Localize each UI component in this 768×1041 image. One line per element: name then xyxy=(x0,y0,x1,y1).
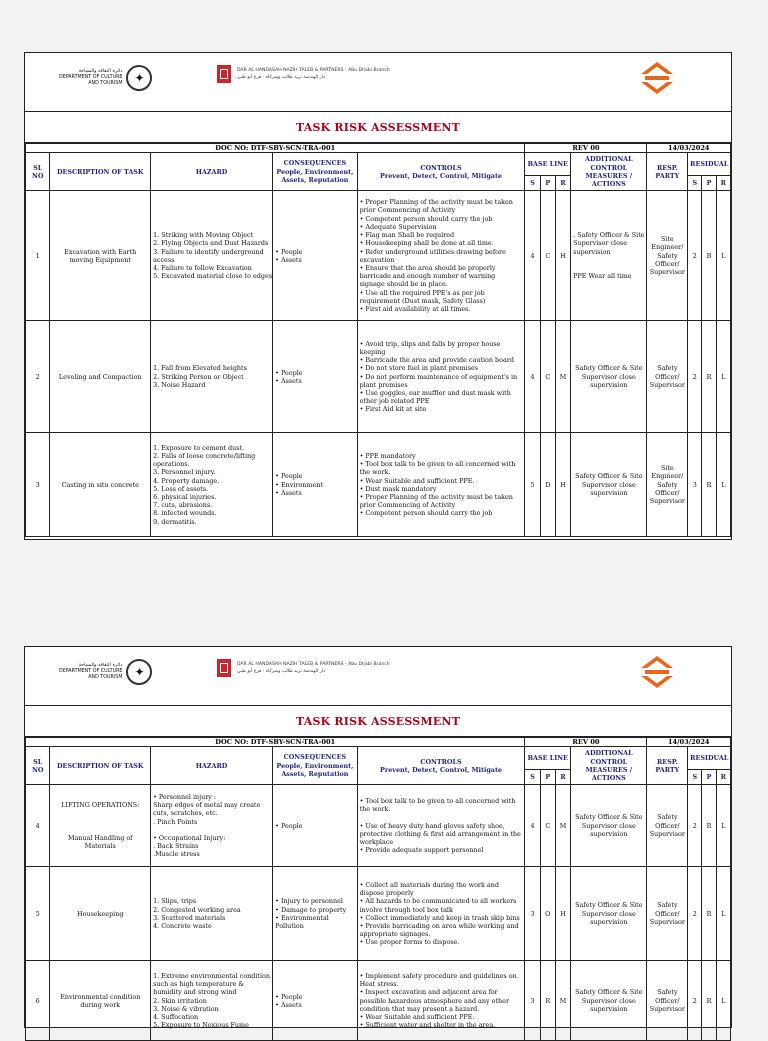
col-residual: RESIDUAL xyxy=(688,153,731,176)
cell-line: supervision xyxy=(590,829,628,838)
cell-line: • Assets xyxy=(275,255,302,264)
baseline-r-cell: M xyxy=(555,961,570,1041)
cell-line: • Provide barricading on area while working and xyxy=(359,921,519,930)
col-description: DESCRIPTION OF TASK xyxy=(50,747,151,785)
cell-line: 8. infected wounds. xyxy=(153,509,217,518)
residual-p-cell: B xyxy=(702,191,716,321)
cell-line: appropriate signages. xyxy=(359,930,431,939)
cell-line: 9. dermatitis. xyxy=(153,517,197,526)
additional-measures-cell xyxy=(571,433,647,537)
culture-logo-text: دائرة الثقافة والسياحة DEPARTMENT OF CULTURE AND TOURISM xyxy=(59,663,123,680)
cell-line: 1. Fall from Elevated heights xyxy=(153,364,247,373)
sl-no-cell: 6 xyxy=(26,961,50,1041)
cell-line: 1. Exposure to cement dust. xyxy=(153,443,245,452)
page-1-rows xyxy=(26,191,731,537)
cell-line: supervision xyxy=(590,380,628,389)
cell-line: • Wear Suitable and sufficient PPE. xyxy=(359,1013,475,1021)
col-hazard: HAZARD xyxy=(151,153,273,191)
cell-line: Safety Officer & Site xyxy=(575,988,643,997)
additional-measures-cell xyxy=(571,785,647,867)
residual-p-cell: R xyxy=(702,321,716,433)
cell-line: Excavation with Earth xyxy=(64,247,137,256)
sl-no-cell: 5 xyxy=(26,867,50,961)
baseline-s-cell: 3 xyxy=(525,867,540,961)
cell-line: Officer/ xyxy=(655,372,680,381)
cell-line: Pollution xyxy=(275,921,304,930)
cell-line xyxy=(52,818,148,826)
baseline-p-cell: R xyxy=(540,961,555,1041)
cell-line: prior Commencing of Activity xyxy=(359,206,456,215)
cell-line: • Barricade the area and provide caution board xyxy=(359,356,514,365)
hazard-cell xyxy=(151,191,273,321)
cell-line xyxy=(52,826,148,834)
doc-info-row xyxy=(26,738,731,747)
controls-cell xyxy=(357,321,525,433)
col-controls: CONTROLS Prevent, Detect, Control, Mitigate xyxy=(357,747,525,785)
baseline-s-cell: 4 xyxy=(525,785,540,867)
resp-party-cell xyxy=(647,785,688,867)
cell-line xyxy=(573,264,644,272)
cell-line xyxy=(52,809,148,817)
cell-line: • Implement safety procedure and guidelines on xyxy=(359,971,517,980)
cell-line xyxy=(573,256,644,264)
col-base-line: BASE LINE xyxy=(525,747,571,770)
cell-line: 3. Noise Hazard xyxy=(153,380,206,389)
col-controls: CONTROLS Prevent, Detect, Control, Mitigate xyxy=(357,153,525,191)
cell-line: Safety Officer & Site xyxy=(575,813,643,822)
residual-s-cell: 2 xyxy=(688,321,702,433)
task-cell xyxy=(50,191,151,321)
cell-line: supervision xyxy=(590,488,628,497)
column-header-row xyxy=(26,153,731,176)
sl-no-cell: 2 xyxy=(26,321,50,433)
residual-s-cell: 2 xyxy=(688,191,702,321)
consequences-cell xyxy=(273,433,357,537)
dar-logo-icon xyxy=(217,659,231,677)
cell-line: Supervisor close xyxy=(573,239,627,248)
cell-line: 5. Exposure to Noxious Fume xyxy=(153,1021,249,1030)
cell-line: • First aid availability at all times. xyxy=(359,304,471,313)
cell-line: Housekeeping xyxy=(77,909,124,918)
cell-line: dispose properly xyxy=(359,889,414,898)
cell-line: • Environmental xyxy=(275,913,329,922)
resp-party-cell xyxy=(647,961,688,1041)
cell-line xyxy=(360,813,523,821)
culture-tourism-logo xyxy=(59,659,152,685)
cell-line: 3. Failure to identify underground xyxy=(153,247,264,256)
cell-line: • Collect immediately and keep in trash skip bins xyxy=(359,913,520,922)
residual-r-cell: L xyxy=(716,961,730,1041)
hazard-cell xyxy=(151,867,273,961)
dar-al-handasah-logo: DAR AL HANDASAH NAZIH TALEB & PARTNERS - Abu Dhabi Branch دار الهندسة نزيه طالب وشركاه - فرع أبو ظبي xyxy=(217,659,390,677)
cell-line: • PPE mandatory xyxy=(359,451,416,460)
consequences-cell xyxy=(273,321,357,433)
consequences-cell xyxy=(273,961,357,1041)
baseline-s-cell: 3 xyxy=(525,961,540,1041)
cell-line: • Avoid trip, slips and falls by proper house xyxy=(359,339,501,348)
cell-line: • All hazards to be communicated to all workers xyxy=(359,897,517,906)
cell-line: 1. Striking with Moving Object xyxy=(153,231,254,240)
sl-no-cell: 3 xyxy=(26,433,50,537)
additional-measures-cell xyxy=(571,961,647,1041)
cell-line: prior Commencing of Activity xyxy=(359,501,456,510)
cell-line: 4. Concrete waste xyxy=(153,921,212,930)
cell-line: • Provide adequate support personnel xyxy=(359,846,484,855)
cell-line: Environmental condition xyxy=(60,992,141,1001)
resp-party-cell xyxy=(647,867,688,961)
sl-no-cell: 4 xyxy=(26,785,50,867)
cell-line: .Muscle stress xyxy=(153,850,200,859)
cell-line: • First Aid kit at site xyxy=(359,405,427,414)
residual-r-cell: L xyxy=(716,433,730,537)
residual-s-cell: 2 xyxy=(688,785,702,867)
cell-line: • Wear Suitable and sufficient PPE. xyxy=(359,476,475,485)
risk-table-page-1 xyxy=(25,143,731,537)
cell-line: 7. cuts, abrasions. xyxy=(153,501,213,510)
cell-line: access xyxy=(153,255,175,264)
cell-line: • Sufficient water and shelter in the area. xyxy=(359,1021,496,1030)
cell-line: keeping xyxy=(359,347,386,356)
revision: REV 00 xyxy=(525,738,647,747)
consequences-cell xyxy=(273,191,357,321)
cell-line: • People xyxy=(275,472,303,481)
cell-line: Manual Handling of xyxy=(67,833,133,842)
consequences-cell xyxy=(273,867,357,961)
baseline-r-cell: H xyxy=(555,191,570,321)
residual-p-cell: R xyxy=(702,785,716,867)
page-header xyxy=(25,647,731,706)
cell-line: . Back Strains xyxy=(153,842,199,851)
additional-measures-cell xyxy=(571,867,647,961)
cell-line: 1. Extreme environmental condition xyxy=(153,971,271,980)
cell-line: condition that may present a hazard. xyxy=(359,1004,480,1013)
cell-line: Safety Officer & Site xyxy=(575,472,643,481)
residual-r-cell: L xyxy=(716,867,730,961)
cell-line: • Use of heavy duty hand gloves safety shoe, xyxy=(359,821,505,830)
cell-line: • Dust mask mandatory xyxy=(359,484,437,493)
cell-line: supervision xyxy=(590,917,628,926)
baseline-r-cell: H xyxy=(555,433,570,537)
cell-line: 1. Slips, trips xyxy=(153,897,197,906)
cell-line: 2. Falls of loose concrete/lifting xyxy=(153,451,256,460)
culture-tourism-logo xyxy=(59,65,152,91)
cell-line: • Assets xyxy=(275,1000,302,1009)
page-2-rows xyxy=(26,785,731,1041)
baseline-p-cell: C xyxy=(540,785,555,867)
cell-line: Engineer/ xyxy=(651,472,684,481)
cell-line: the work. xyxy=(359,805,391,814)
contractor-logo-icon xyxy=(637,58,677,98)
col-sl-no: SL NO xyxy=(26,153,50,191)
baseline-s-cell: 4 xyxy=(525,191,540,321)
cell-line: Engineer/ xyxy=(651,243,684,252)
col-consequences: CONSEQUENCES People, Environment, Assets, Reputation xyxy=(273,747,357,785)
cell-line: such as high temperature & xyxy=(153,980,245,989)
cell-line: • Environment xyxy=(275,480,323,489)
risk-table-page-2 xyxy=(25,737,731,1041)
cell-line: Safety xyxy=(657,364,678,373)
task-cell xyxy=(50,961,151,1041)
cell-line: • Use all the required PPE's as per job xyxy=(359,288,485,297)
doc-info-row xyxy=(26,144,731,153)
cell-line: • Competent person should carry the job xyxy=(359,509,493,518)
cell-line: excavation xyxy=(359,255,395,264)
table-row xyxy=(26,321,731,433)
cell-line: . Pinch Points xyxy=(153,817,198,826)
cell-line: • Use goggles, ear muffler and dust mask with xyxy=(359,389,511,397)
col-additional: ADDITIONAL CONTROL MEASURES / ACTIONS xyxy=(571,747,647,785)
cell-line: • Do not perform maintenance of equipment's in xyxy=(359,372,518,381)
cell-line: 2. Skin irritation xyxy=(153,996,207,1005)
cell-line: • Proper Planning of the activity must be taken xyxy=(359,198,513,207)
resp-party-cell xyxy=(647,321,688,433)
task-cell xyxy=(50,785,151,867)
col-sl-no: SL NO xyxy=(26,747,50,785)
cell-line: Officer/ xyxy=(655,488,680,497)
sub-header-row: S P R S P R xyxy=(26,176,731,191)
dar-al-handasah-logo: DAR AL HANDASAH NAZIH TALEB & PARTNERS - Abu Dhabi Branch دار الهندسة نزيه طالب وشركاه - فرع أبو ظبي xyxy=(217,65,390,83)
cell-line: . Safety Officer & Site xyxy=(573,231,645,240)
dar-logo-icon xyxy=(217,65,231,83)
cell-line: 2. Striking Person or Object xyxy=(153,372,244,381)
cell-line: • Occupational Injury: xyxy=(153,833,226,842)
cell-line: Materials xyxy=(84,842,116,851)
cell-line: • Assets xyxy=(275,376,302,385)
cell-line: Supervisor close xyxy=(581,480,636,489)
baseline-s-cell: 5 xyxy=(525,433,540,537)
cell-line: Leveling and Compaction xyxy=(58,372,142,381)
residual-s-cell: 3 xyxy=(688,433,702,537)
additional-measures-cell xyxy=(571,191,647,321)
task-cell xyxy=(50,321,151,433)
falcon-emblem-icon: ✦ xyxy=(126,65,152,91)
cell-line: Officer/ xyxy=(655,909,680,918)
baseline-p-cell: D xyxy=(540,433,555,537)
cell-line: Officer/ xyxy=(655,996,680,1005)
cell-line: LIFTING OPERATIONS: xyxy=(61,801,140,810)
column-header-row xyxy=(26,747,731,770)
residual-p-cell: R xyxy=(702,867,716,961)
col-resp-party: RESP. PARTY xyxy=(647,153,688,191)
col-resp-party: RESP. PARTY xyxy=(647,747,688,785)
controls-cell xyxy=(357,867,525,961)
cell-line: 5. Loss of assets. xyxy=(153,484,209,493)
table-row xyxy=(26,191,731,321)
residual-p-cell: R xyxy=(702,433,716,537)
cell-line: • Refer underground utilities drawing before xyxy=(359,247,506,256)
sl-no-cell: 1 xyxy=(26,191,50,321)
cell-line: • Collect all materials during the work and xyxy=(359,880,499,889)
cell-line: Officer/ xyxy=(655,259,680,268)
page-header xyxy=(25,53,731,112)
baseline-p-cell: C xyxy=(540,191,555,321)
residual-r-cell: L xyxy=(716,785,730,867)
col-additional: ADDITIONAL CONTROL MEASURES / ACTIONS xyxy=(571,153,647,191)
table-row xyxy=(26,785,731,867)
culture-logo-text: دائرة الثقافة والسياحة DEPARTMENT OF CULTURE AND TOURISM xyxy=(59,69,123,86)
cell-line: Safety Officer & Site xyxy=(575,364,643,373)
cell-line: • Assets xyxy=(275,488,302,497)
controls-cell xyxy=(357,961,525,1041)
cell-line: Safety xyxy=(657,901,678,910)
table-row xyxy=(26,433,731,537)
cell-line: plant premises xyxy=(359,380,408,389)
cell-line: possible hazardous atmosphere and any other xyxy=(359,996,509,1005)
cell-line: Heat stress. xyxy=(359,980,399,989)
cell-line: • Housekeeping shall be done at all time. xyxy=(359,239,494,248)
cell-line: Supervisor xyxy=(649,917,685,926)
doc-number: DOC NO: DTF-SBY-SCN-TRA-001 xyxy=(26,144,525,153)
cell-line: involve through tool box talk xyxy=(359,905,453,914)
cell-line: during work xyxy=(80,1000,121,1009)
task-cell xyxy=(50,433,151,537)
cell-line: Sharp edges of metal may create xyxy=(153,801,261,810)
cell-line: PPE Wear all time xyxy=(573,272,632,281)
hazard-cell xyxy=(151,433,273,537)
residual-p-cell: R xyxy=(702,961,716,1041)
additional-measures-cell xyxy=(571,321,647,433)
cell-line: 4. Property damage. xyxy=(153,476,220,485)
baseline-p-cell: O xyxy=(540,867,555,961)
cell-line: signage should be in place. xyxy=(359,280,448,289)
cell-line: protective clothing & first aid arrangement in the xyxy=(359,829,521,838)
col-hazard: HAZARD xyxy=(151,747,273,785)
page-title: TASK RISK ASSESSMENT xyxy=(25,706,731,737)
cell-line: Supervisor xyxy=(649,380,685,389)
cell-line: humidity and strong wind xyxy=(153,988,237,997)
cell-line xyxy=(153,826,270,834)
cell-line: Site xyxy=(660,464,674,473)
cell-line: Supervisor close xyxy=(581,372,636,381)
page-title: TASK RISK ASSESSMENT xyxy=(25,112,731,143)
cell-line: • People xyxy=(275,821,303,830)
cell-line: • Adequate Supervision xyxy=(359,222,437,231)
cell-line: Safety xyxy=(657,813,678,822)
col-residual: RESIDUAL xyxy=(688,747,731,770)
cell-line: Officer/ xyxy=(655,821,680,830)
baseline-r-cell: M xyxy=(555,785,570,867)
cell-line: • Personnel injury : xyxy=(153,792,217,801)
baseline-r-cell: H xyxy=(555,867,570,961)
falcon-emblem-icon: ✦ xyxy=(126,659,152,685)
cell-line: Supervisor close xyxy=(581,821,636,830)
col-consequences: CONSEQUENCES People, Environment, Assets, Reputation xyxy=(273,153,357,191)
cell-line: 4. Failure to follow Excavation xyxy=(153,263,252,272)
cell-line: Site xyxy=(660,235,674,244)
residual-r-cell: L xyxy=(716,321,730,433)
contractor-logo-icon xyxy=(637,652,677,692)
cell-line: 3. Personnel injury. xyxy=(153,468,216,477)
baseline-p-cell: C xyxy=(540,321,555,433)
hazard-cell xyxy=(151,785,273,867)
cell-line: 4. Suffocation xyxy=(153,1013,199,1021)
cell-line: 3. Noise & vibration xyxy=(153,1004,219,1013)
residual-s-cell: 2 xyxy=(688,961,702,1041)
cell-line: operations. xyxy=(153,460,190,469)
cell-line: requirement (Dust mask, Safety Glass) xyxy=(359,296,486,305)
controls-cell xyxy=(357,433,525,537)
hazard-cell xyxy=(151,321,273,433)
cell-line: 2. Flying Objects and Dust Hazards xyxy=(153,239,269,248)
cell-line: Supervisor close xyxy=(581,909,636,918)
col-base-line: BASE LINE xyxy=(525,153,571,176)
cell-line: • People xyxy=(275,992,303,1001)
baseline-s-cell: 4 xyxy=(525,321,540,433)
cell-line: Supervisor xyxy=(649,829,685,838)
cell-line: cuts, scratches, etc. xyxy=(153,809,218,818)
hazard-cell xyxy=(151,961,273,1041)
cell-line: Supervisor xyxy=(649,1004,685,1013)
cell-line: Supervisor xyxy=(649,497,685,505)
baseline-r-cell: M xyxy=(555,321,570,433)
cell-line: 5. Excavated material close to edges xyxy=(153,272,273,281)
cell-line: • Injury to personnel xyxy=(275,897,343,906)
cell-line: supervision xyxy=(573,247,611,256)
cell-line: barricade and enough number of warning xyxy=(359,272,496,281)
resp-party-cell xyxy=(647,191,688,321)
cell-line: 3. Scattered materials xyxy=(153,913,226,922)
cell-line: • Competent person should carry the job xyxy=(359,214,493,223)
cell-line: • Inspect excavation and adjacent area for xyxy=(359,988,498,997)
cell-line: Safety xyxy=(657,480,678,489)
cell-line: Casting in situ concrete xyxy=(61,480,139,489)
table-row xyxy=(26,867,731,961)
cell-line: • Flag man Shall be required xyxy=(359,231,455,240)
cell-line: Supervisor xyxy=(649,268,685,276)
issue-date: 14/03/2024 xyxy=(647,144,731,153)
consequences-cell xyxy=(273,785,357,867)
assessment-page-2 xyxy=(24,646,732,1028)
cell-line: Supervisor close xyxy=(581,996,636,1005)
cell-line: • Ensure that the area should be properly xyxy=(359,263,496,272)
cell-line: • Use proper forms to dispose. xyxy=(359,938,460,947)
cell-line: • Proper Planning of the activity must be taken xyxy=(359,492,513,501)
controls-cell xyxy=(357,785,525,867)
cell-line: Safety xyxy=(657,988,678,997)
cell-line: other job related PPE xyxy=(359,397,430,406)
cell-line: Safety xyxy=(657,251,678,260)
assessment-page-1 xyxy=(24,52,732,540)
controls-cell xyxy=(357,191,525,321)
table-row xyxy=(26,961,731,1041)
cell-line: • People xyxy=(275,247,303,256)
cell-line: • Tool box talk to be given to all concerned with xyxy=(359,460,516,469)
cell-line: the work. xyxy=(359,468,391,477)
residual-s-cell: 2 xyxy=(688,867,702,961)
sub-header-row: S P R S P R xyxy=(26,770,731,785)
issue-date: 14/03/2024 xyxy=(647,738,731,747)
cell-line: • People xyxy=(275,368,303,377)
cell-line: supervision xyxy=(590,1004,628,1013)
cell-line: • Tool box talk to be given to all concerned with xyxy=(359,796,516,805)
task-cell xyxy=(50,867,151,961)
cell-line: workplace xyxy=(359,838,394,846)
cell-line: Safety Officer & Site xyxy=(575,901,643,910)
cell-line: moving Equipment xyxy=(69,255,131,264)
col-description: DESCRIPTION OF TASK xyxy=(50,153,151,191)
cell-line: 6. physical injuries. xyxy=(153,492,217,501)
doc-number: DOC NO: DTF-SBY-SCN-TRA-001 xyxy=(26,738,525,747)
cell-line: • Damage to property xyxy=(275,905,347,914)
cell-line: 2. Congested working area xyxy=(153,905,241,914)
resp-party-cell xyxy=(647,433,688,537)
cell-line: • Do not store fuel in plant premises xyxy=(359,364,479,373)
revision: REV 00 xyxy=(525,144,647,153)
residual-r-cell: L xyxy=(716,191,730,321)
